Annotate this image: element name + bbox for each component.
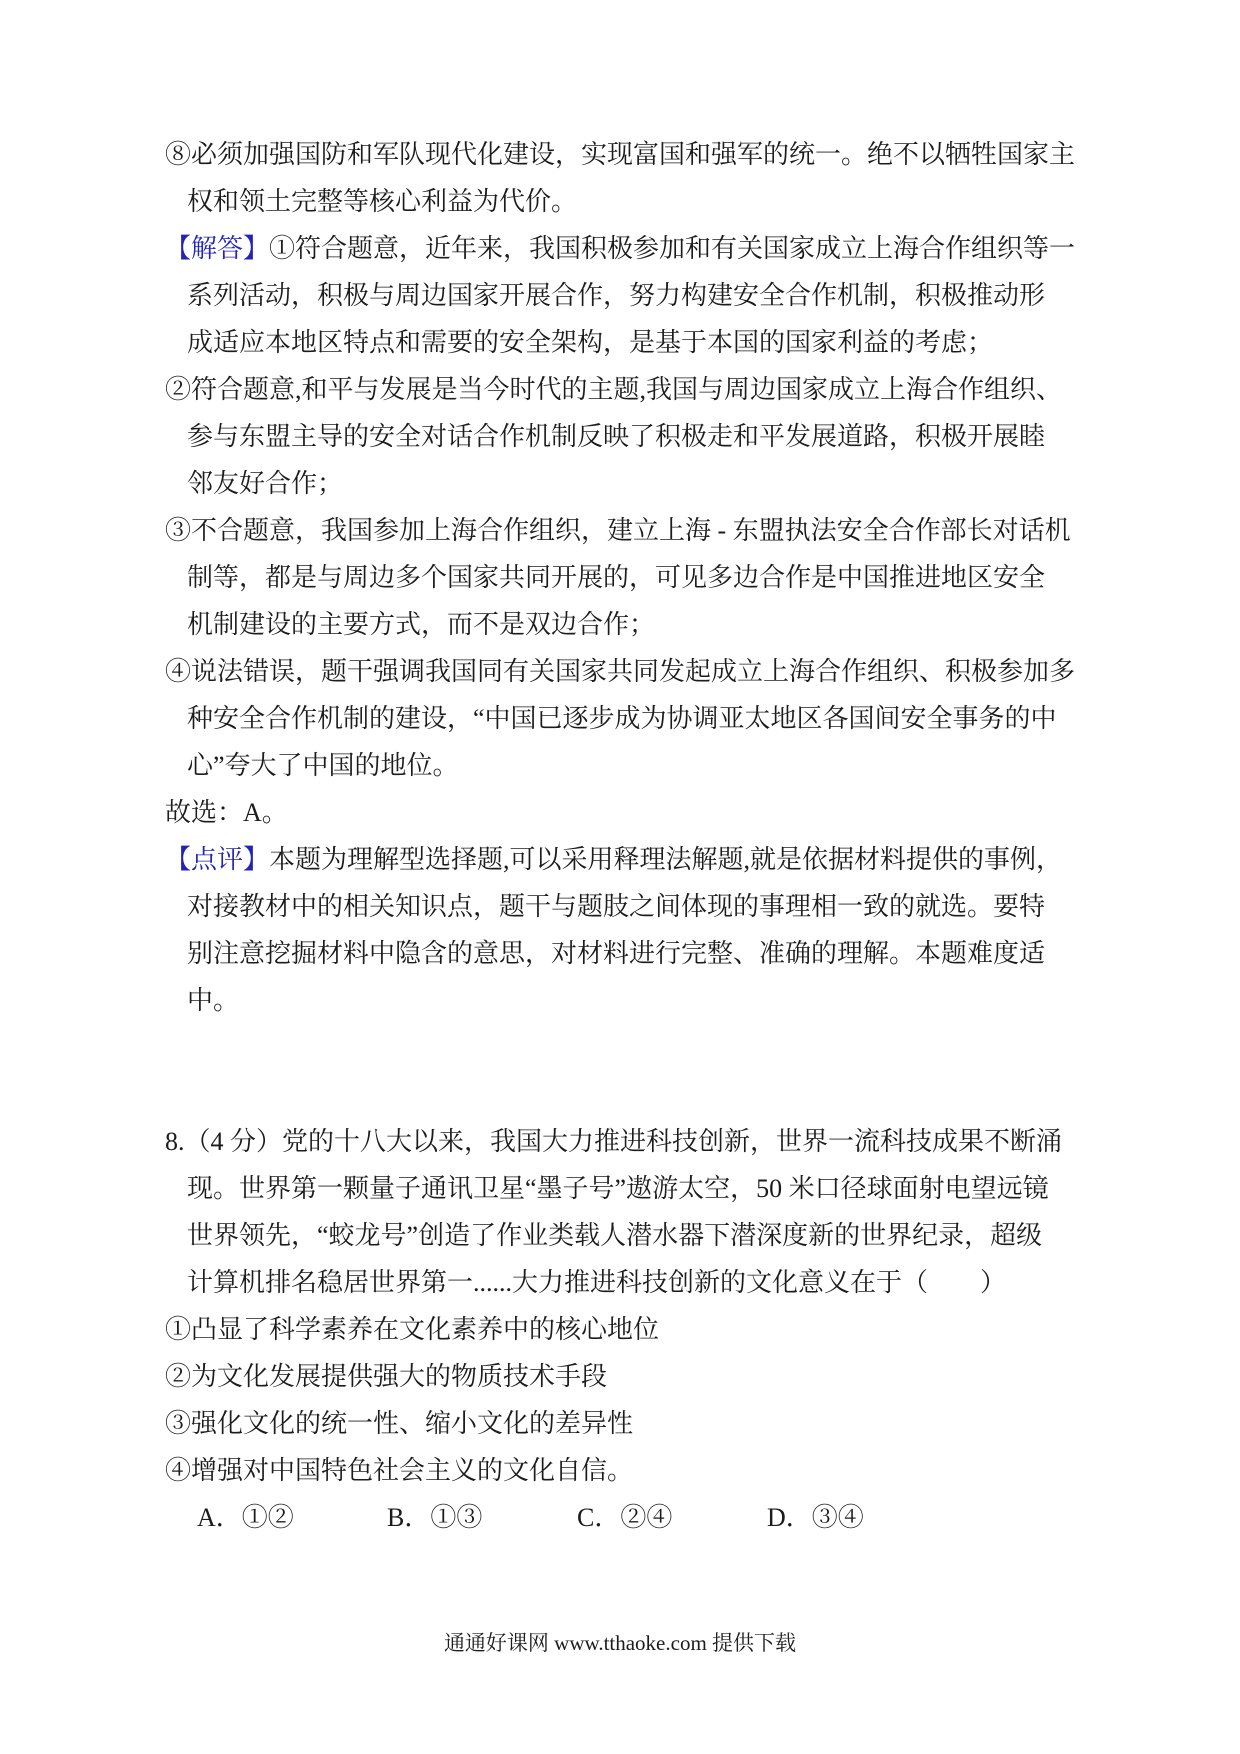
text-run: 机制建设的主要方式，而不是双边合作； [187,610,656,639]
text-line [165,413,1085,460]
text-run: ④增强对中国特色社会主义的文化自信。 [165,1456,634,1485]
text-line [165,1353,1085,1400]
text-line [165,1306,1085,1353]
text-run: 对接教材中的相关知识点，题干与题肢之间体现的事理相一致的就选。要特 [187,892,1046,921]
text-line [165,789,1085,836]
text-line [165,1165,1085,1212]
text-line [165,554,1085,601]
text-run: 系列活动，积极与周边国家开展合作，努力构建安全合作机制，积极推动形 [187,281,1046,310]
text-run: ①凸显了科学素养在文化素养中的核心地位 [165,1315,660,1344]
text-run: 中。 [187,986,240,1015]
section-label: 【点评】 [165,845,270,874]
text-run: ⑧必须加强国防和军队现代化建设，实现富国和强军的统一。绝不以牺牲国家主 [165,140,1076,169]
text-run: 8.（4 分）党的十八大以来，我国大力推进科技创新，世界一流科技成果不断涌 [165,1127,1063,1156]
text-line [165,695,1085,742]
text-line [165,178,1085,225]
question-8-block [165,1118,1085,1494]
text-run: 计算机排名稳居世界第一......大力推进科技创新的文化意义在于（ ） [187,1268,1007,1297]
text-run: 故选：A。 [165,798,288,827]
text-line [165,225,1085,272]
text-run: ②符合题意,和平与发展是当今时代的主题,我国与周边国家成立上海合作组织、 [165,375,1063,404]
text-line [165,883,1085,930]
text-run: 现。世界第一颗量子通讯卫星“墨子号”遨游太空，50 米口径球面射电望远镜 [187,1174,1049,1203]
option-d: D．③④ [767,1503,864,1532]
text-run: ③不合题意，我国参加上海合作组织，建立上海 - 东盟执法安全合作部长对话机 [165,516,1071,545]
text-line [165,1400,1085,1447]
text-line [165,319,1085,366]
section-label: 【解答】 [165,234,270,263]
text-run: 种安全合作机制的建设，“中国已逐步成为协调亚太地区各国间安全事务的中 [187,704,1057,733]
text-run: 邻友好合作； [187,469,344,498]
text-line [165,601,1085,648]
document-content [165,131,1085,1541]
text-run: 成适应本地区特点和需要的安全架构，是基于本国的国家利益的考虑； [187,328,994,357]
text-run: ①符合题意，近年来，我国积极参加和有关国家成立上海合作组织等一 [269,234,1076,263]
page-footer [0,1627,1240,1657]
text-run: ④说法错误，题干强调我国同有关国家共同发起成立上海合作组织、积极参加多 [165,657,1076,686]
text-line [165,131,1085,178]
text-run: 参与东盟主导的安全对话合作机制反映了积极走和平发展道路，积极开展睦 [187,422,1046,451]
text-line [165,742,1085,789]
text-line [165,930,1085,977]
text-run: ③强化文化的统一性、缩小文化的差异性 [165,1409,634,1438]
text-run: 制等，都是与周边多个国家共同开展的，可见多边合作是中国推进地区安全 [187,563,1046,592]
footer-text: 通通好课网 www.tthaoke.com 提供下载 [443,1631,797,1655]
text-run: 世界领先，“蛟龙号”创造了作业类载人潜水器下潜深度新的世界纪录，超级 [187,1221,1043,1250]
option-a: A．①② [197,1503,294,1532]
text-line [165,1212,1085,1259]
option-c: C．②④ [577,1503,673,1532]
text-line [165,460,1085,507]
text-run: ②为文化发展提供强大的物质技术手段 [165,1362,608,1391]
text-run: 别注意挖掘材料中隐含的意思，对材料进行完整、准确的理解。本题难度适 [187,939,1046,968]
text-run: 本题为理解型选择题,可以采用释理法解题,就是依据材料提供的事例， [269,845,1063,874]
text-line [165,977,1085,1024]
answer-explanation-block [165,131,1085,1024]
text-line [165,507,1085,554]
option-b: B．①③ [387,1503,483,1532]
text-line [165,1259,1085,1306]
text-line [165,648,1085,695]
text-line [165,272,1085,319]
text-run: 权和领土完整等核心利益为代价。 [187,187,578,216]
text-run: 心”夸大了中国的地位。 [187,751,459,780]
text-line [165,366,1085,413]
text-line [165,1118,1085,1165]
text-line [165,1447,1085,1494]
text-line [165,836,1085,883]
answer-options-row [165,1494,1085,1541]
